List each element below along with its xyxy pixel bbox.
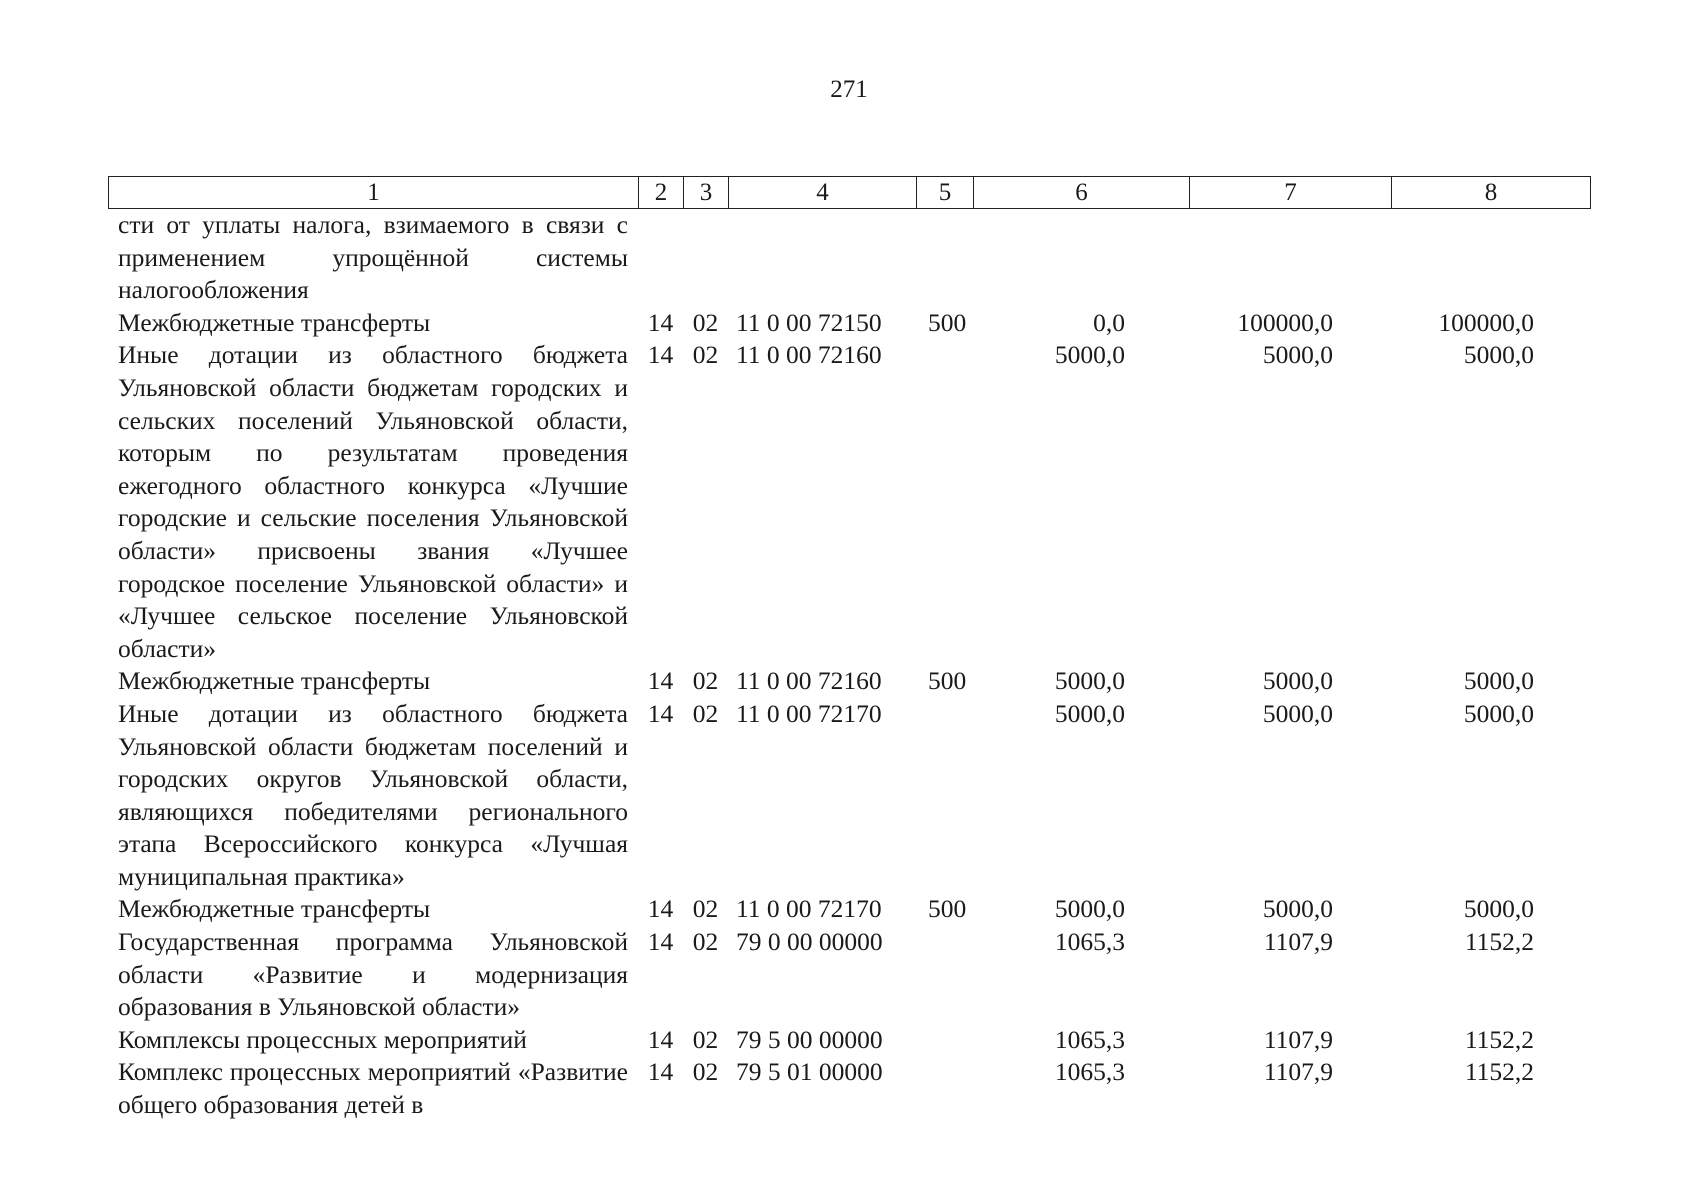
- column-header-2: 2: [639, 177, 684, 209]
- row-target-code: 11 0 00 72170: [736, 894, 882, 924]
- row-value-col6: 5000,0: [1054, 340, 1125, 370]
- row-expense-type: [916, 209, 973, 307]
- row-name: Межбюджетные трансферты: [118, 894, 431, 924]
- row-name: Государственная программа Ульяновской области «Развитие и модернизация образования в Ульяновской области»: [118, 927, 628, 1022]
- column-header-4: 4: [729, 177, 917, 209]
- row-section: 14: [647, 666, 674, 696]
- row-value-col7: 100000,0: [1237, 307, 1333, 337]
- table-row: [108, 307, 1590, 340]
- row-subsection: 02: [692, 698, 719, 728]
- row-value-col8: [1391, 209, 1590, 307]
- row-value-col6: 1065,3: [1054, 1057, 1125, 1087]
- row-value-col6: 5000,0: [1054, 894, 1125, 924]
- row-value-col7: 5000,0: [1262, 698, 1333, 728]
- row-section: 14: [647, 698, 674, 728]
- row-name: Межбюджетные трансферты: [118, 307, 431, 337]
- row-subsection: 02: [692, 340, 719, 370]
- table-row: [108, 209, 1590, 307]
- row-expense-type: 500: [928, 666, 967, 696]
- column-header-3: 3: [684, 177, 729, 209]
- row-value-col6: [973, 209, 1189, 307]
- row-expense-type: [916, 1056, 973, 1121]
- table-row: [108, 665, 1590, 698]
- row-value-col7: [1189, 209, 1391, 307]
- row-value-col7: 5000,0: [1262, 340, 1333, 370]
- row-subsection: 02: [692, 927, 719, 957]
- row-name: Иные дотации из областного бюджета Ульяновской области бюджетам поселений и городских округов Ульяновской области, являющихся победителями регионального этапа Всероссийского конкурса «Лучшая муниципальная практика»: [118, 698, 628, 891]
- table-row: [108, 339, 1590, 665]
- row-subsection: 02: [692, 1024, 719, 1054]
- row-value-col8: 5000,0: [1463, 894, 1534, 924]
- row-section: 14: [647, 927, 674, 957]
- row-section: 14: [647, 894, 674, 924]
- row-value-col6: 5000,0: [1054, 666, 1125, 696]
- row-section: [638, 209, 683, 307]
- row-target-code: 11 0 00 72170: [736, 698, 882, 728]
- row-target-code: [728, 209, 916, 307]
- row-expense-type: [916, 1024, 973, 1057]
- column-header-7: 7: [1190, 177, 1392, 209]
- row-section: 14: [647, 1057, 674, 1087]
- row-target-code: 11 0 00 72160: [736, 666, 882, 696]
- row-value-col6: 1065,3: [1054, 1024, 1125, 1054]
- row-value-col7: 1107,9: [1263, 1024, 1333, 1054]
- page-number: 271: [830, 76, 868, 103]
- row-target-code: 11 0 00 72160: [736, 340, 882, 370]
- row-subsection: 02: [692, 307, 719, 337]
- row-target-code: 79 5 00 00000: [736, 1024, 883, 1054]
- row-target-code: 79 0 00 00000: [736, 927, 883, 957]
- row-target-code: 11 0 00 72150: [736, 307, 882, 337]
- column-header-5: 5: [917, 177, 974, 209]
- row-subsection: 02: [692, 894, 719, 924]
- row-expense-type: 500: [928, 894, 967, 924]
- table-row: [108, 1024, 1590, 1057]
- row-expense-type: 500: [928, 307, 967, 337]
- budget-table-body: [108, 209, 1590, 1122]
- row-value-col8: 5000,0: [1463, 698, 1534, 728]
- row-value-col8: 1152,2: [1464, 927, 1534, 957]
- column-header-table: [108, 176, 1591, 209]
- row-section: 14: [647, 1024, 674, 1054]
- row-value-col7: 1107,9: [1263, 1057, 1333, 1087]
- row-value-col6: 0,0: [1093, 307, 1125, 337]
- table-row: [108, 926, 1590, 1024]
- row-value-col8: 100000,0: [1438, 307, 1534, 337]
- column-header-row: [109, 177, 1591, 209]
- row-value-col8: 5000,0: [1463, 340, 1534, 370]
- row-expense-type: [916, 339, 973, 665]
- row-value-col6: 1065,3: [1054, 927, 1125, 957]
- row-name: Комплексы процессных мероприятий: [118, 1024, 527, 1054]
- row-subsection: 02: [692, 666, 719, 696]
- row-name: Иные дотации из областного бюджета Ульяновской области бюджетам городских и сельских поселений Ульяновской области, которым по результатам проведения ежегодного областного конкурса «Лучшие городские и сельские поселения Ульяновской области» присвоены звания «Лучшее городское поселение Ульяновской области» и «Лучшее сельское поселение Ульяновской области»: [118, 340, 628, 663]
- row-name: сти от уплаты налога, взимаемого в связи с применением упрощённой системы налогообложения: [118, 210, 628, 305]
- row-value-col7: 5000,0: [1262, 666, 1333, 696]
- table-row: [108, 698, 1590, 894]
- table-row: [108, 1056, 1590, 1121]
- row-target-code: 79 5 01 00000: [736, 1057, 883, 1087]
- row-section: 14: [647, 340, 674, 370]
- budget-table: [108, 209, 1590, 1122]
- column-header-6: 6: [974, 177, 1190, 209]
- row-value-col8: 1152,2: [1464, 1057, 1534, 1087]
- column-header-8: 8: [1392, 177, 1591, 209]
- table-row: [108, 893, 1590, 926]
- row-value-col6: 5000,0: [1054, 698, 1125, 728]
- row-subsection: [683, 209, 728, 307]
- row-value-col8: 1152,2: [1464, 1024, 1534, 1054]
- row-value-col8: 5000,0: [1463, 666, 1534, 696]
- column-header-1: 1: [109, 177, 639, 209]
- row-value-col7: 5000,0: [1262, 894, 1333, 924]
- row-name: Межбюджетные трансферты: [118, 666, 431, 696]
- row-expense-type: [916, 926, 973, 1024]
- row-name: Комплекс процессных мероприятий «Развитие общего образования детей в: [118, 1057, 628, 1120]
- row-subsection: 02: [692, 1057, 719, 1087]
- row-section: 14: [647, 307, 674, 337]
- row-expense-type: [916, 698, 973, 894]
- row-value-col7: 1107,9: [1263, 927, 1333, 957]
